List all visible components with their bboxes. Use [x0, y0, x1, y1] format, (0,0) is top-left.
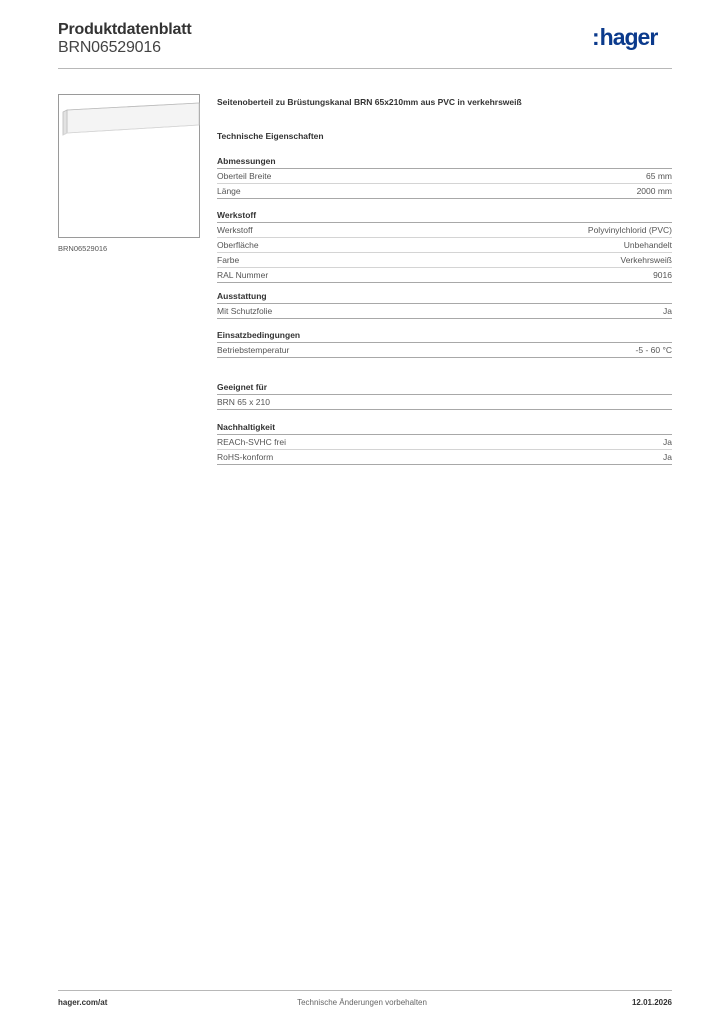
- row-value: 9016: [653, 270, 672, 280]
- table-row: [217, 395, 672, 410]
- row-value: Unbehandelt: [623, 240, 672, 250]
- row-value: Ja: [663, 452, 672, 462]
- row-value: Polyvinylchlorid (PVC): [587, 225, 672, 235]
- table-row: [217, 169, 672, 184]
- section-title: Technische Eigenschaften: [217, 131, 324, 141]
- table-row: [217, 450, 672, 465]
- product-image: [58, 94, 200, 238]
- table-row: [217, 223, 672, 238]
- group-title: Abmessungen: [217, 155, 672, 169]
- table-row: [217, 435, 672, 450]
- group-nachhaltigkeit: [217, 421, 672, 465]
- document-title: Produktdatenblatt: [58, 21, 192, 38]
- image-caption: BRN06529016: [58, 244, 108, 253]
- group-title: Nachhaltigkeit: [217, 421, 672, 435]
- group-geeignet-fuer: [217, 381, 672, 410]
- row-label: RAL Nummer: [217, 270, 269, 280]
- group-werkstoff: [217, 209, 672, 283]
- table-row: [217, 184, 672, 199]
- group-title: Geeignet für: [217, 381, 672, 395]
- table-row: [217, 253, 672, 268]
- row-label: Länge: [217, 186, 241, 196]
- table-row: [217, 268, 672, 283]
- group-title: Einsatzbedingungen: [217, 329, 672, 343]
- row-value: -5 - 60 °C: [635, 345, 672, 355]
- row-label: RoHS-konform: [217, 452, 274, 462]
- row-value: 65 mm: [646, 171, 672, 181]
- group-einsatzbedingungen: [217, 329, 672, 358]
- footer-website: hager.com/at: [58, 998, 108, 1007]
- table-row: [217, 343, 672, 358]
- table-row: [217, 304, 672, 319]
- footer-date: 12.01.2026: [631, 998, 672, 1007]
- row-label: BRN 65 x 210: [217, 397, 270, 407]
- logo-text: hager: [599, 24, 658, 50]
- row-label: Werkstoff: [217, 225, 253, 235]
- row-label: Farbe: [217, 255, 240, 265]
- row-value: Ja: [663, 306, 672, 316]
- row-label: REACh-SVHC frei: [217, 437, 286, 447]
- row-value: 2000 mm: [636, 186, 672, 196]
- row-label: Oberfläche: [217, 240, 259, 250]
- product-illustration: [59, 95, 201, 239]
- table-row: [217, 238, 672, 253]
- row-value: Verkehrsweiß: [620, 255, 672, 265]
- group-abmessungen: [217, 155, 672, 199]
- product-number: BRN06529016: [58, 39, 161, 56]
- row-label: Oberteil Breite: [217, 171, 272, 181]
- group-title: Ausstattung: [217, 290, 672, 304]
- footer-divider: [58, 990, 672, 991]
- row-value: Ja: [663, 437, 672, 447]
- footer-notice: Technische Änderungen vorbehalten: [297, 998, 427, 1007]
- product-description: Seitenoberteil zu Brüstungskanal BRN 65x210mm aus PVC in verkehrsweiß: [217, 97, 522, 107]
- hager-logo: :hager: [592, 24, 658, 50]
- group-title: Werkstoff: [217, 209, 672, 223]
- group-ausstattung: [217, 290, 672, 319]
- row-label: Betriebstemperatur: [217, 345, 290, 355]
- header-divider: [58, 68, 672, 69]
- row-label: Mit Schutzfolie: [217, 306, 273, 316]
